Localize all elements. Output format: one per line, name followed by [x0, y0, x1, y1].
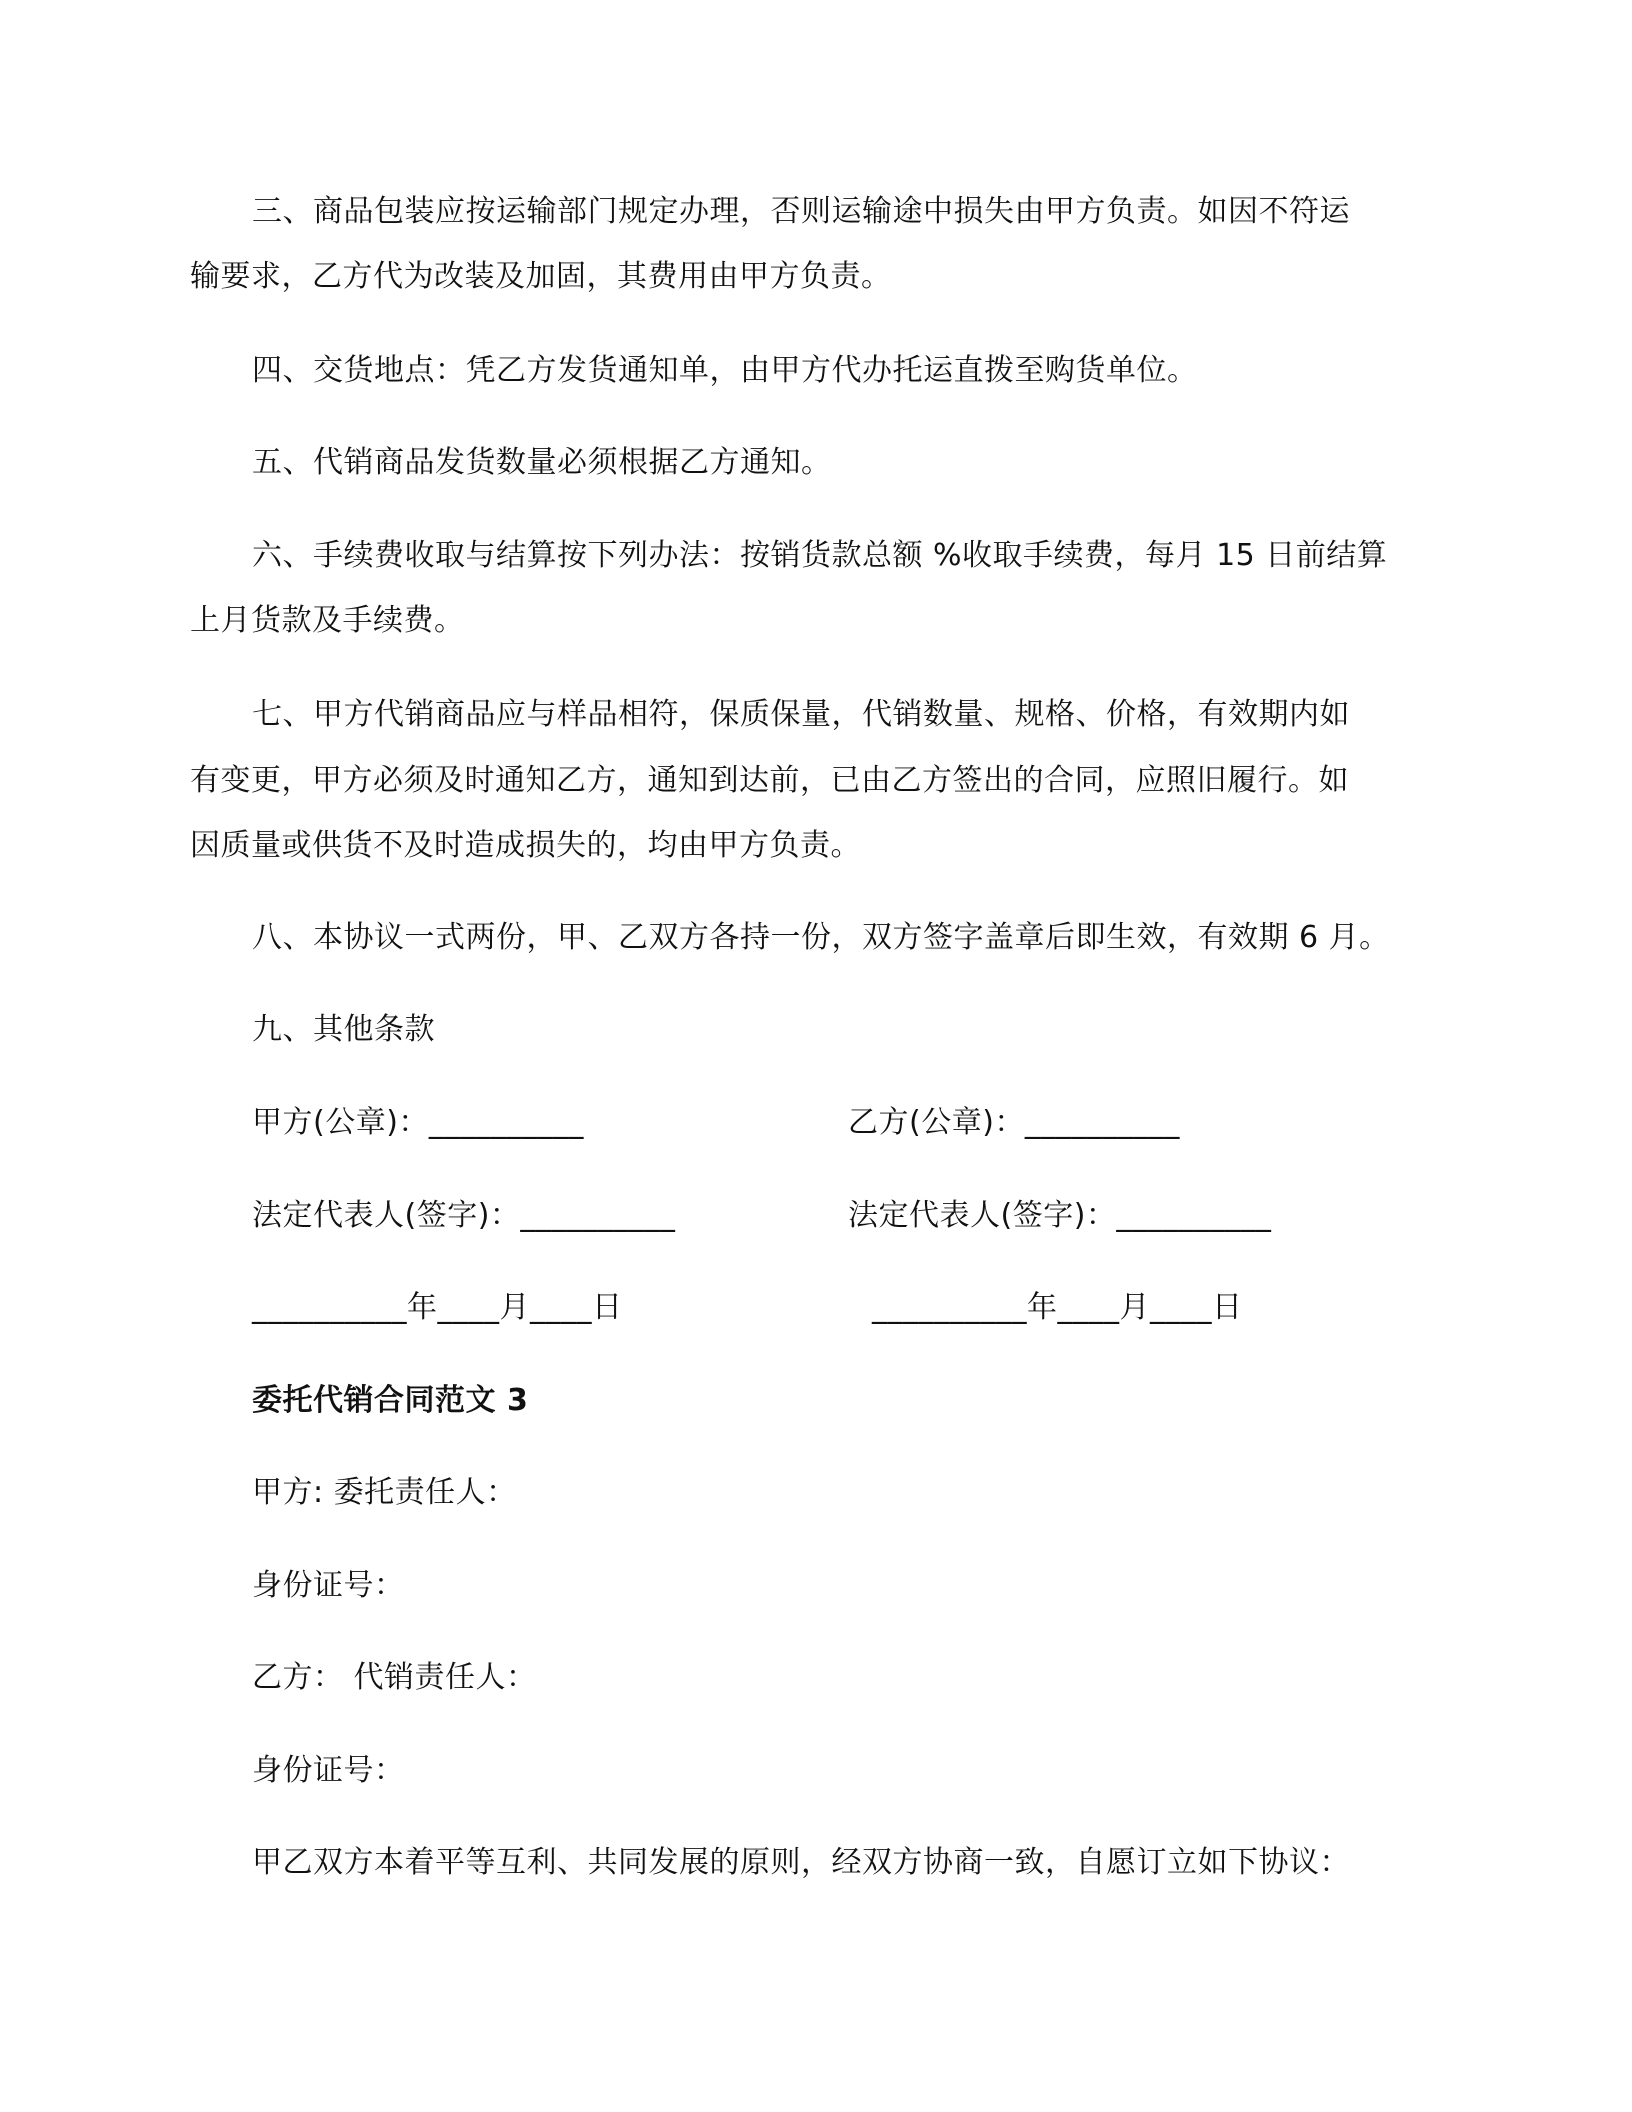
party-a-representative: 法定代表人(签字)：__________ [252, 1198, 676, 1233]
agreement-intro: 甲乙双方本着平等互利、共同发展的原则，经双方协商一致，自愿订立如下协议： [252, 1845, 1350, 1880]
clause-7-line-2: 有变更，甲方必须及时通知乙方，通知到达前，已由乙方签出的合同，应照旧履行。如 [190, 763, 1349, 798]
clause-4: 四、交货地点：凭乙方发货通知单，由甲方代办托运直拨至购货单位。 [252, 353, 1198, 388]
section-heading: 委托代销合同范文 3 [252, 1383, 529, 1418]
clause-5: 五、代销商品发货数量必须根据乙方通知。 [252, 445, 832, 480]
clause-6-line-1: 六、手续费收取与结算按下列办法：按销货款总额 %收取手续费，每月 15 日前结算 [252, 538, 1388, 573]
clause-8: 八、本协议一式两份，甲、乙双方各持一份，双方签字盖章后即生效，有效期 6 月。 [252, 920, 1390, 955]
clause-3-line-1: 三、商品包装应按运输部门规定办理，否则运输途中损失由甲方负责。如因不符运 [252, 194, 1350, 229]
party-b-representative: 法定代表人(签字)：__________ [848, 1198, 1272, 1233]
party-b-date: __________年____月____日 [872, 1290, 1243, 1325]
clause-7-line-3: 因质量或供货不及时造成损失的，均由甲方负责。 [190, 828, 861, 863]
party-b-seal: 乙方(公章)：__________ [848, 1105, 1180, 1140]
clause-9: 九、其他条款 [252, 1012, 435, 1047]
party-a-date: __________年____月____日 [252, 1290, 623, 1325]
clause-3-line-2: 输要求，乙方代为改装及加固，其费用由甲方负责。 [190, 259, 892, 294]
party-a-entrusting-person: 甲方: 委托责任人： [252, 1475, 517, 1510]
party-b-consignee-person: 乙方： 代销责任人： [252, 1660, 537, 1695]
party-a-id-number: 身份证号： [252, 1568, 405, 1603]
party-a-seal: 甲方(公章)：__________ [252, 1105, 584, 1140]
party-b-id-number: 身份证号： [252, 1753, 405, 1788]
clause-6-line-2: 上月货款及手续费。 [190, 603, 465, 638]
clause-7-line-1: 七、甲方代销商品应与样品相符，保质保量，代销数量、规格、价格，有效期内如 [252, 697, 1350, 732]
